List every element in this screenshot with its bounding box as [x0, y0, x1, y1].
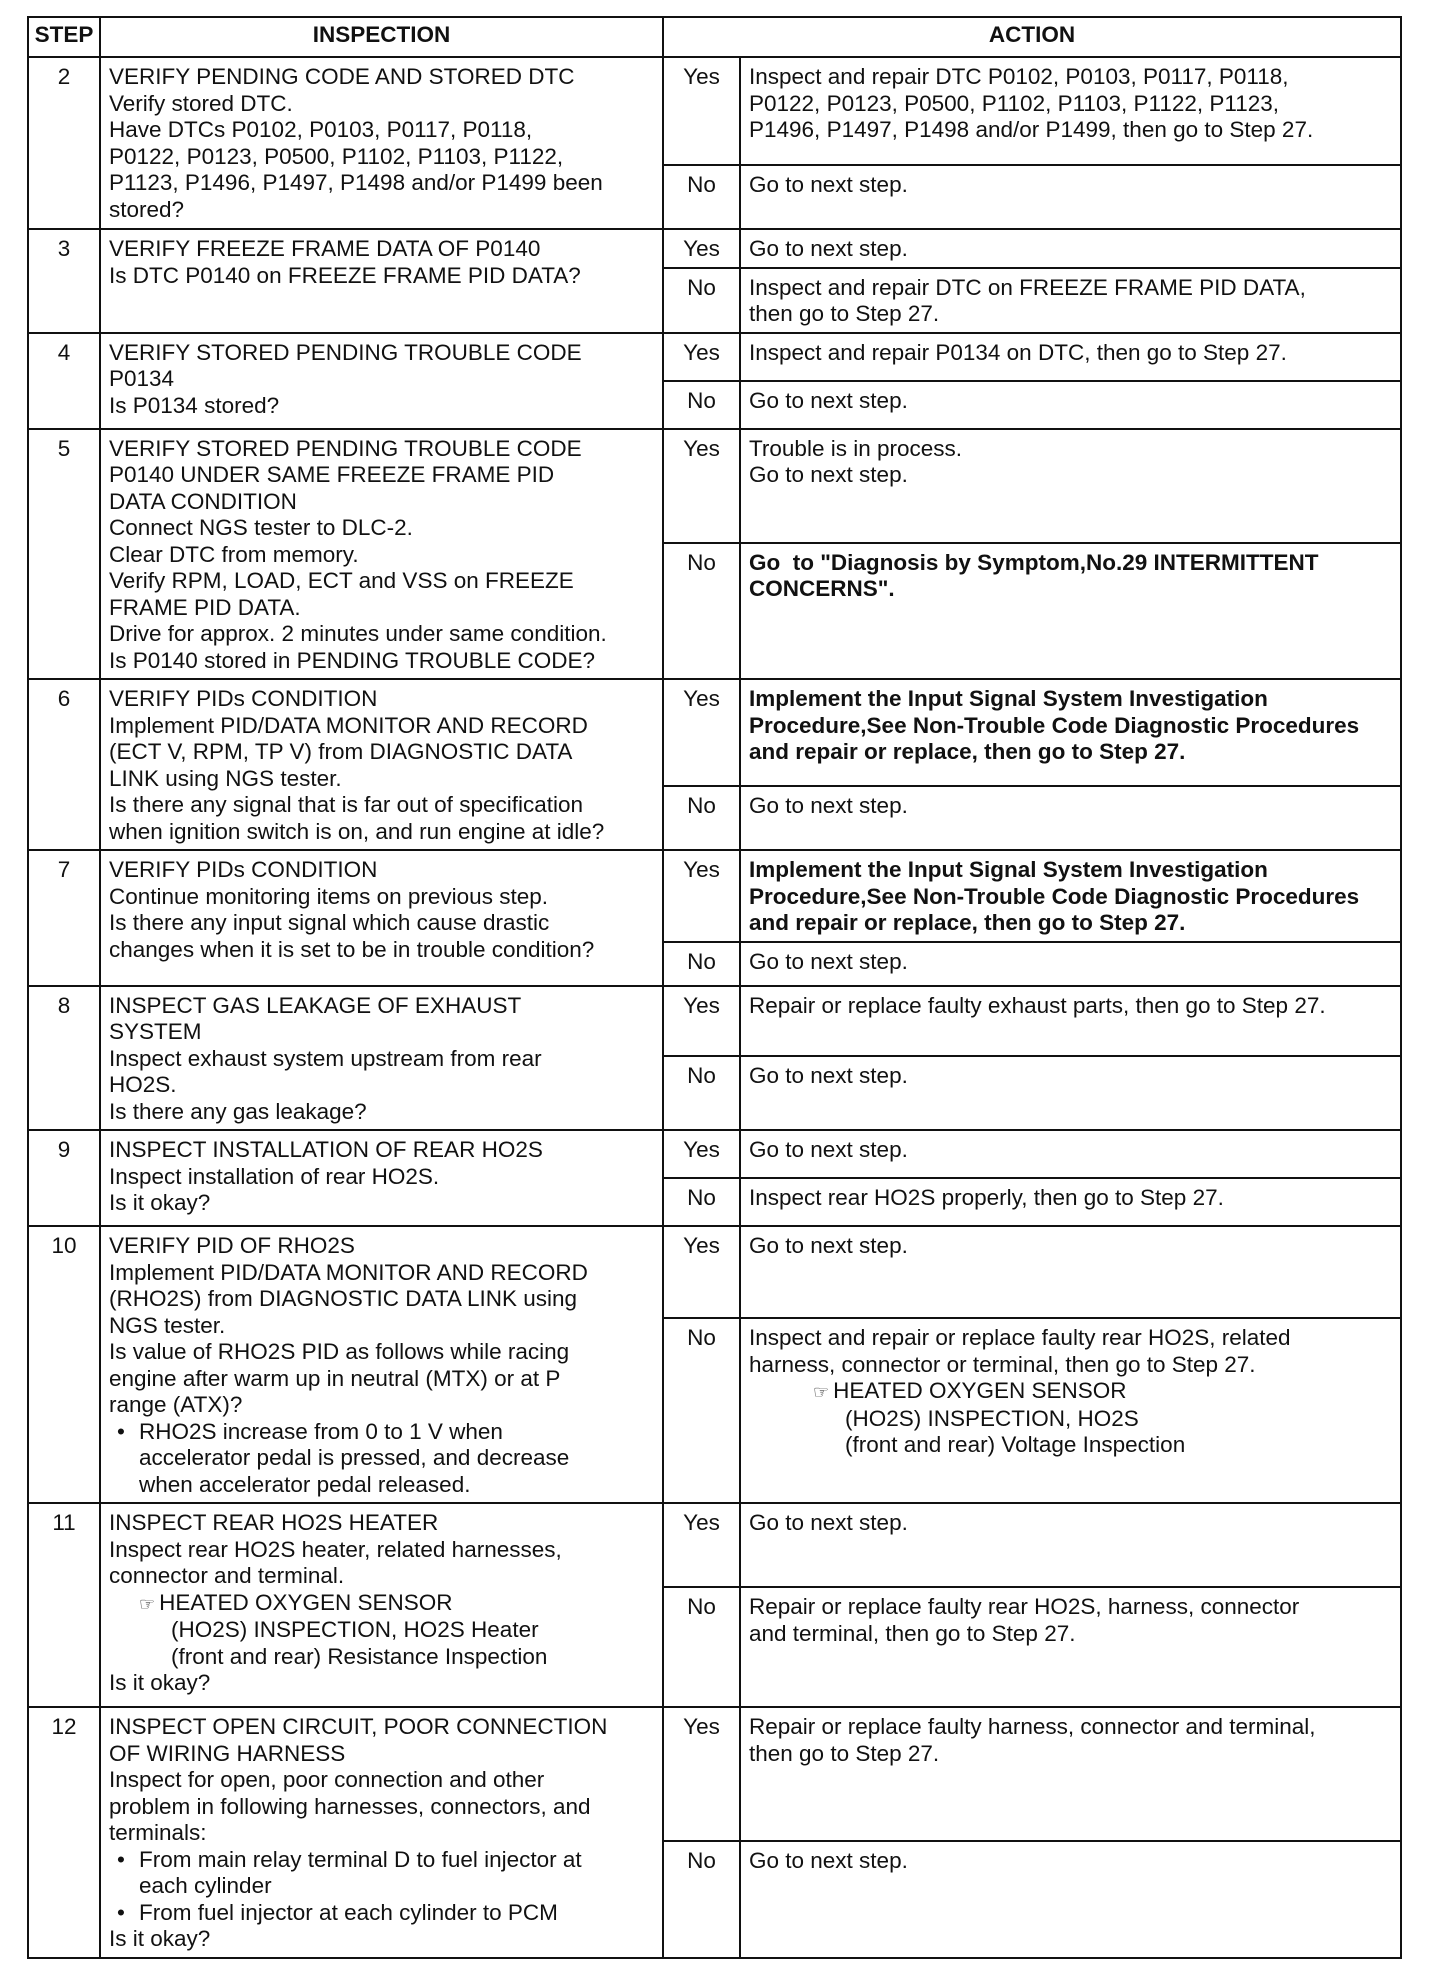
inspection-line: HO2S. [109, 1072, 177, 1097]
bullet-text: From main relay terminal D to fuel injector at [139, 1846, 582, 1872]
inspection-line: P1123, P1496, P1497, P1498 and/or P1499 been [109, 170, 603, 195]
inspection-line: Is P0140 stored in PENDING TROUBLE CODE? [109, 647, 596, 673]
inspection-line: VERIFY FREEZE FRAME DATA OF P0140 [109, 236, 541, 261]
action-line: P1496, P1497, P1498 and/or P1499, then go to Step 27. [749, 117, 1314, 142]
action-line: Go to next step. [749, 236, 908, 261]
action-line: Implement the Input Signal System Investigation [749, 857, 1268, 882]
action-line: Repair or replace faulty exhaust parts, then go to Step 27. [749, 992, 1326, 1018]
inspection-line: (RHO2S) from DIAGNOSTIC DATA LINK using [109, 1286, 578, 1311]
inspection-line: (ECT V, RPM, TP V) from DIAGNOSTIC DATA [109, 739, 573, 764]
action-line: Go to "Diagnosis by Symptom,No.29 INTERMITTENT [749, 549, 1319, 575]
step-number: 12 [28, 1707, 100, 1958]
inspection-cell [100, 986, 663, 1131]
inspection-line: Is it okay? [109, 1926, 211, 1951]
inspection-line: VERIFY PENDING CODE AND STORED DTC [109, 64, 575, 89]
reference-text: (HO2S) INSPECTION, HO2S Heater [171, 1617, 539, 1642]
header-step: STEP [28, 17, 100, 57]
bullet-text: From fuel injector at each cylinder to PCM [139, 1899, 558, 1925]
step-number: 9 [28, 1130, 100, 1226]
yes-label: Yes [663, 1707, 740, 1841]
inspection-cell [100, 1226, 663, 1503]
yes-label: Yes [663, 1130, 740, 1178]
diagnostic-procedure-table [27, 16, 1402, 1959]
inspection-cell [100, 850, 663, 986]
action-line: Inspect and repair or replace faulty rear HO2S, related [749, 1325, 1291, 1351]
action-line: Inspect and repair DTC P0102, P0103, P0117, P0118, [749, 64, 1289, 89]
inspection-cell [100, 429, 663, 680]
table-row-step-5-yes [28, 429, 1401, 543]
table-row-step-10-yes [28, 1226, 1401, 1318]
yes-label: Yes [663, 333, 740, 381]
inspection-line: INSPECT OPEN CIRCUIT, POOR CONNECTION [109, 1714, 608, 1739]
yes-action [740, 429, 1401, 543]
reference-line [109, 1590, 654, 1618]
reference-text: HEATED OXYGEN SENSOR [159, 1589, 453, 1615]
no-action [740, 1318, 1401, 1503]
reference-text: HEATED OXYGEN SENSOR [833, 1378, 1127, 1404]
inspection-line: Inspect exhaust system upstream from rear [109, 1045, 542, 1071]
action-line: and terminal, then go to Step 27. [749, 1620, 1076, 1646]
table-header-row [28, 17, 1401, 57]
action-line: then go to Step 27. [749, 301, 940, 326]
yes-action [740, 333, 1401, 381]
no-action [740, 165, 1401, 229]
inspection-line: Is value of RHO2S PID as follows while racing [109, 1339, 570, 1364]
action-line: Procedure,See Non-Trouble Code Diagnostic Procedures [749, 883, 1360, 909]
bullet-dot-icon: • [117, 1418, 125, 1444]
action-line: Go to next step. [749, 792, 908, 818]
table-row-step-3-yes [28, 229, 1401, 268]
no-action [740, 1056, 1401, 1130]
inspection-line: LINK using NGS tester. [109, 765, 342, 791]
inspection-line: FRAME PID DATA. [109, 594, 301, 620]
reference-line [749, 1378, 1392, 1406]
inspection-cell [100, 1130, 663, 1226]
inspection-line: INSPECT INSTALLATION OF REAR HO2S [109, 1137, 543, 1162]
reference-line [109, 1644, 654, 1671]
bullet-text: each cylinder [139, 1873, 272, 1898]
no-action [740, 381, 1401, 429]
no-action [740, 1841, 1401, 1958]
inspection-line: Continue monitoring items on previous step. [109, 883, 548, 909]
action-line: Go to next step. [749, 948, 908, 974]
inspection-line: Inspect for open, poor connection and other [109, 1767, 545, 1792]
reference-text: (HO2S) INSPECTION, HO2S [845, 1405, 1139, 1431]
action-line: Procedure,See Non-Trouble Code Diagnostic Procedures [749, 712, 1360, 738]
yes-label: Yes [663, 57, 740, 165]
yes-label: Yes [663, 986, 740, 1056]
yes-label: Yes [663, 850, 740, 942]
bullet-text: accelerator pedal is pressed, and decrease [139, 1445, 570, 1470]
table-row-step-2-yes [28, 57, 1401, 165]
action-line: CONCERNS". [749, 576, 895, 602]
action-line: Repair or replace faulty harness, connector and terminal, [749, 1714, 1316, 1739]
bullet-dot-icon: • [117, 1899, 125, 1925]
inspection-cell [100, 1707, 663, 1958]
bullet-item [109, 1900, 654, 1927]
inspection-line: INSPECT GAS LEAKAGE OF EXHAUST [109, 992, 522, 1018]
yes-label: Yes [663, 229, 740, 268]
action-line: Go to next step. [749, 1233, 908, 1258]
inspection-line: NGS tester. [109, 1312, 226, 1338]
inspection-line: Have DTCs P0102, P0103, P0117, P0118, [109, 117, 533, 142]
inspection-line: engine after warm up in neutral (MTX) or at P [109, 1365, 561, 1391]
step-number: 10 [28, 1226, 100, 1503]
action-line: and repair or replace, then go to Step 27. [749, 910, 1186, 935]
inspection-line: connector and terminal. [109, 1563, 345, 1588]
table-row-step-7-yes [28, 850, 1401, 942]
inspection-line: Inspect rear HO2S heater, related harnesses, [109, 1536, 562, 1562]
inspection-line: INSPECT REAR HO2S HEATER [109, 1510, 439, 1535]
inspection-line: Drive for approx. 2 minutes under same condition. [109, 621, 607, 646]
no-label: No [663, 543, 740, 679]
no-action [740, 268, 1401, 333]
bullet-dot-icon: • [117, 1846, 125, 1872]
inspection-cell [100, 229, 663, 333]
table-row-step-12-yes [28, 1707, 1401, 1841]
inspection-line: Inspect installation of rear HO2S. [109, 1163, 440, 1189]
yes-action [740, 1707, 1401, 1841]
action-line: Go to next step. [749, 1510, 908, 1535]
no-label: No [663, 1841, 740, 1958]
inspection-line: when ignition switch is on, and run engine at idle? [109, 818, 605, 844]
action-line: Inspect and repair DTC on FREEZE FRAME PID DATA, [749, 274, 1306, 300]
inspection-line: P0134 [109, 366, 175, 391]
action-line: Go to next step. [749, 462, 908, 487]
action-line: and repair or replace, then go to Step 27. [749, 739, 1186, 764]
inspection-line: SYSTEM [109, 1019, 202, 1044]
action-line: Go to next step. [749, 172, 908, 197]
yes-action [740, 850, 1401, 942]
no-label: No [663, 1056, 740, 1130]
inspection-line: range (ATX)? [109, 1392, 243, 1417]
yes-action [740, 986, 1401, 1056]
inspection-line: P0122, P0123, P0500, P1102, P1103, P1122, [109, 143, 564, 169]
yes-action [740, 229, 1401, 268]
step-number: 7 [28, 850, 100, 986]
yes-action [740, 1130, 1401, 1178]
action-line: Implement the Input Signal System Investigation [749, 686, 1268, 711]
table-row-step-8-yes [28, 986, 1401, 1056]
step-number: 5 [28, 429, 100, 680]
inspection-line: Verify RPM, LOAD, ECT and VSS on FREEZE [109, 568, 574, 593]
inspection-line: Implement PID/DATA MONITOR AND RECORD [109, 712, 588, 738]
table-row-step-4-yes [28, 333, 1401, 381]
action-line: Go to next step. [749, 1137, 908, 1162]
inspection-line: Verify stored DTC. [109, 90, 293, 116]
step-number: 2 [28, 57, 100, 229]
step-number: 6 [28, 679, 100, 850]
reference-text: (front and rear) Voltage Inspection [845, 1432, 1186, 1458]
yes-label: Yes [663, 429, 740, 543]
header-action: ACTION [663, 17, 1401, 57]
inspection-line: VERIFY PIDs CONDITION [109, 686, 378, 711]
no-label: No [663, 786, 740, 850]
action-line: Inspect rear HO2S properly, then go to Step 27. [749, 1185, 1224, 1210]
reference-hand-icon: ☞ [139, 1593, 156, 1614]
table-row-step-11-yes [28, 1503, 1401, 1587]
inspection-line: Is there any gas leakage? [109, 1098, 367, 1124]
action-line: Inspect and repair P0134 on DTC, then go to Step 27. [749, 339, 1287, 365]
inspection-line: stored? [109, 196, 185, 222]
inspection-line: terminals: [109, 1820, 207, 1845]
header-inspection: INSPECTION [100, 17, 663, 57]
no-action [740, 543, 1401, 679]
inspection-line: Is DTC P0140 on FREEZE FRAME PID DATA? [109, 262, 581, 288]
action-line: harness, connector or terminal, then go to Step 27. [749, 1351, 1256, 1377]
inspection-line: Is there any signal that is far out of specification [109, 792, 584, 817]
inspection-line: Clear DTC from memory. [109, 541, 359, 567]
inspection-cell [100, 57, 663, 229]
bullet-text: when accelerator pedal released. [139, 1471, 471, 1497]
inspection-line: Is it okay? [109, 1670, 211, 1695]
no-action [740, 942, 1401, 986]
no-action [740, 1587, 1401, 1707]
inspection-cell [100, 1503, 663, 1707]
inspection-line: VERIFY STORED PENDING TROUBLE CODE [109, 435, 582, 461]
no-label: No [663, 165, 740, 229]
no-label: No [663, 268, 740, 333]
bullet-item [109, 1419, 654, 1499]
yes-label: Yes [663, 679, 740, 786]
table-row-step-6-yes [28, 679, 1401, 786]
inspection-line: DATA CONDITION [109, 488, 297, 514]
action-line: P0122, P0123, P0500, P1102, P1103, P1122, P1123, [749, 90, 1280, 116]
no-label: No [663, 1318, 740, 1503]
bullet-text: RHO2S increase from 0 to 1 V when [139, 1418, 503, 1444]
reference-line [109, 1617, 654, 1644]
inspection-cell [100, 333, 663, 429]
no-label: No [663, 1178, 740, 1226]
no-action [740, 1178, 1401, 1226]
reference-text: (front and rear) Resistance Inspection [171, 1643, 548, 1669]
action-line: Go to next step. [749, 1847, 908, 1873]
action-line: then go to Step 27. [749, 1740, 940, 1766]
reference-line [749, 1432, 1392, 1459]
no-action [740, 786, 1401, 850]
reference-hand-icon: ☞ [813, 1382, 830, 1403]
inspection-line: VERIFY PID OF RHO2S [109, 1233, 355, 1258]
no-label: No [663, 942, 740, 986]
inspection-line: problem in following harnesses, connectors, and [109, 1793, 591, 1819]
yes-label: Yes [663, 1226, 740, 1318]
inspection-line: Is it okay? [109, 1190, 211, 1215]
action-line: Go to next step. [749, 387, 908, 413]
table-row-step-9-yes [28, 1130, 1401, 1178]
yes-label: Yes [663, 1503, 740, 1587]
inspection-line: VERIFY PIDs CONDITION [109, 857, 378, 882]
action-line: Repair or replace faulty rear HO2S, harness, connector [749, 1594, 1300, 1619]
no-label: No [663, 381, 740, 429]
yes-action [740, 57, 1401, 165]
no-label: No [663, 1587, 740, 1707]
step-number: 8 [28, 986, 100, 1131]
reference-line [749, 1406, 1392, 1433]
step-number: 4 [28, 333, 100, 429]
action-line: Trouble is in process. [749, 435, 963, 461]
inspection-line: OF WIRING HARNESS [109, 1740, 346, 1766]
inspection-line: Is there any input signal which cause drastic [109, 910, 550, 935]
inspection-line: VERIFY STORED PENDING TROUBLE CODE [109, 339, 582, 365]
inspection-line: Is P0134 stored? [109, 392, 280, 418]
inspection-line: Implement PID/DATA MONITOR AND RECORD [109, 1259, 588, 1285]
bullet-item [109, 1847, 654, 1900]
step-number: 11 [28, 1503, 100, 1707]
inspection-line: P0140 UNDER SAME FREEZE FRAME PID [109, 462, 555, 487]
yes-action [740, 1503, 1401, 1587]
inspection-line: changes when it is set to be in trouble condition? [109, 936, 595, 962]
yes-action [740, 679, 1401, 786]
inspection-cell [100, 679, 663, 850]
inspection-line: Connect NGS tester to DLC-2. [109, 515, 413, 540]
action-line: Go to next step. [749, 1062, 908, 1088]
yes-action [740, 1226, 1401, 1318]
step-number: 3 [28, 229, 100, 333]
